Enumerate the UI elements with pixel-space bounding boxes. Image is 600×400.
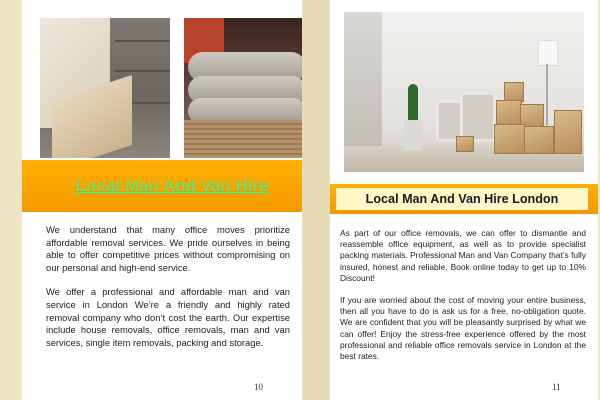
moving-boxes-photo xyxy=(40,18,170,158)
lamp xyxy=(538,40,558,66)
cardboard-box xyxy=(504,82,524,102)
wood-plank xyxy=(115,70,170,72)
picture-frame xyxy=(460,92,496,142)
plant-pot xyxy=(404,120,422,150)
paragraph: As part of our office removals, we can offer to dismantle and reassemble office equipment, as well as to provide specialist packing materials. Professional Man and Van Company that’s fully insured, honest and reliable. Book online today to get up to 10% Discount! xyxy=(340,228,586,283)
page-gutter xyxy=(302,0,330,400)
stacked-cardboard xyxy=(184,120,302,158)
cardboard-box xyxy=(456,136,474,152)
wood-plank xyxy=(115,40,170,42)
paragraph: If you are worried about the cost of moving your entire business, then all you have to do is ask us for a free, no-obligation quote. We are confident that you will be pleasantly surprised by what we can offer! Enjoy the stress-free experience offered by the most professional and reliable office removals service in London at the best rates. xyxy=(340,295,586,362)
right-page-title: Local Man And Van Hire London xyxy=(365,192,559,206)
right-banner xyxy=(330,184,598,214)
left-banner xyxy=(22,160,302,212)
cardboard-box xyxy=(554,110,582,154)
cardboard-box xyxy=(524,126,554,154)
paragraph: We understand that many office moves prioritize affordable removal services. We pride ourselves in being able to offer competitive prices without compromising on our personal and high-end service. xyxy=(46,224,290,273)
left-page xyxy=(22,0,302,400)
right-banner-panel xyxy=(336,188,588,210)
right-body-text xyxy=(340,228,586,373)
room-with-boxes-photo xyxy=(344,12,584,172)
plant xyxy=(408,84,418,120)
packing-paper-photo xyxy=(184,18,302,158)
right-page xyxy=(330,0,598,400)
page-number: 10 xyxy=(254,382,263,392)
left-body-text xyxy=(46,224,290,361)
cardboard-box xyxy=(496,100,522,126)
left-page-title[interactable]: Local Man And Van Hire xyxy=(75,176,269,195)
cardboard-box xyxy=(494,124,526,154)
page-number: 11 xyxy=(552,382,561,392)
paragraph: We offer a professional and affordable man and van service in London We’re a friendly and highly rated removal company who don’t cost the earth. Our expertise include house removals, office removals, man and van services, single item removals, packing and storage. xyxy=(46,286,290,348)
